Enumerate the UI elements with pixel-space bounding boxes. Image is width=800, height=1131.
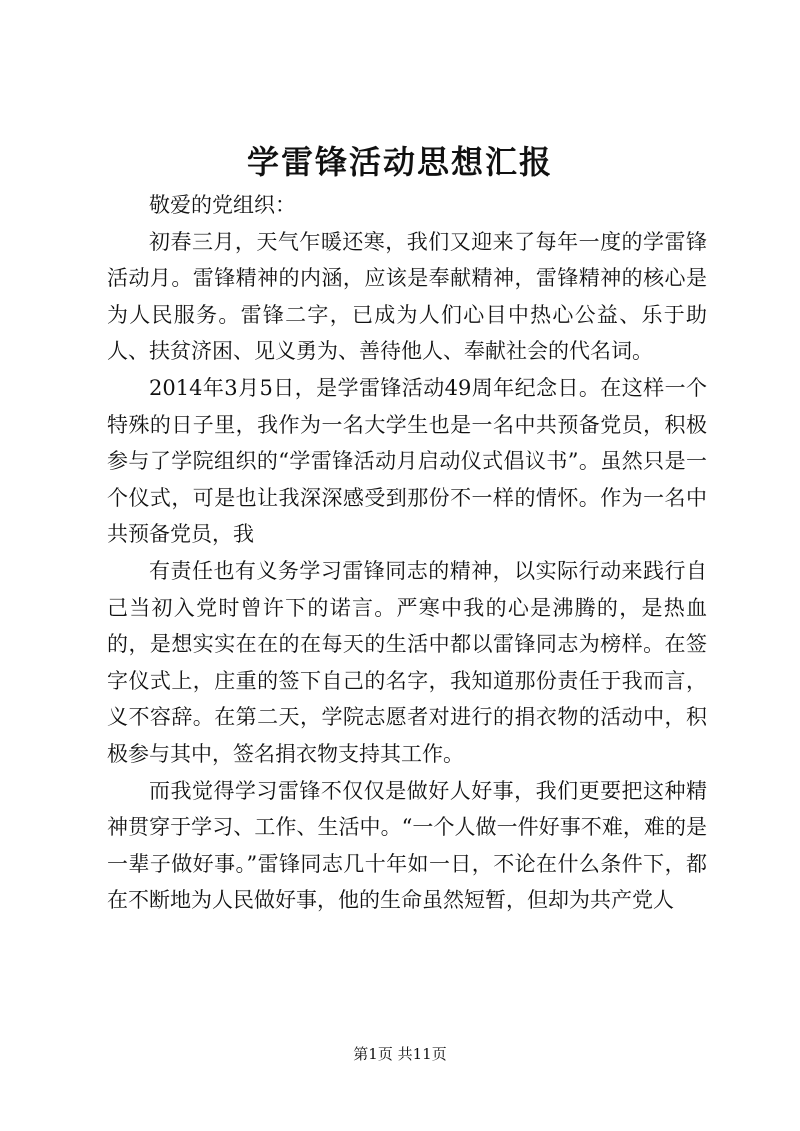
paragraph-salutation: 敬爱的党组织： (149, 193, 296, 217)
paragraph: 初春三月，天气乍暖还寒，我们又迎来了每年一度的学雷锋活动月。雷锋精神的内涵，应该是奉献精神，雷锋精神的核心是为人民服务。雷锋二字，已成为人们心目中热心公益、乐于助人、扶贫济困、见义勇为、善待他人、奉献社会的代名词。 (107, 229, 707, 364)
document-body (107, 187, 707, 919)
document-title: 学雷锋活动思想汇报 (246, 143, 553, 181)
paragraph: 有责任也有义务学习雷锋同志的精神，以实际行动来践行自己当初入党时曾许下的诺言。严寒中我的心是沸腾的，是热血的，是想实实在在的在每天的生活中都以雷锋同志为榜样。在签字仪式上，庄重的签下自己的名字，我知道那份责任于我而言，义不容辞。在第二天，学院志愿者对进行的捐衣物的活动中，积极参与其中，签名捐衣物支持其工作。 (107, 558, 707, 766)
page-number-footer: 第1页 共11页 (353, 1045, 447, 1063)
paragraph: 而我觉得学习雷锋不仅仅是做好人好事，我们更要把这种精神贯穿于学习、工作、生活中。“一个人做一件好事不难，难的是一辈子做好事。”雷锋同志几十年如一日，不论在什么条件下，都在不断地为人民做好事，他的生命虽然短暂，但却为共产党人 (107, 778, 707, 913)
paragraph: 2014年3月5日，是学雷锋活动49周年纪念日。在这样一个特殊的日子里，我作为一名大学生也是一名中共预备党员，积极参与了学院组织的“学雷锋活动月启动仪式倡议书”。虽然只是一个仪式，可是也让我深深感受到那份不一样的情怀。作为一名中共预备党员，我 (107, 375, 707, 547)
